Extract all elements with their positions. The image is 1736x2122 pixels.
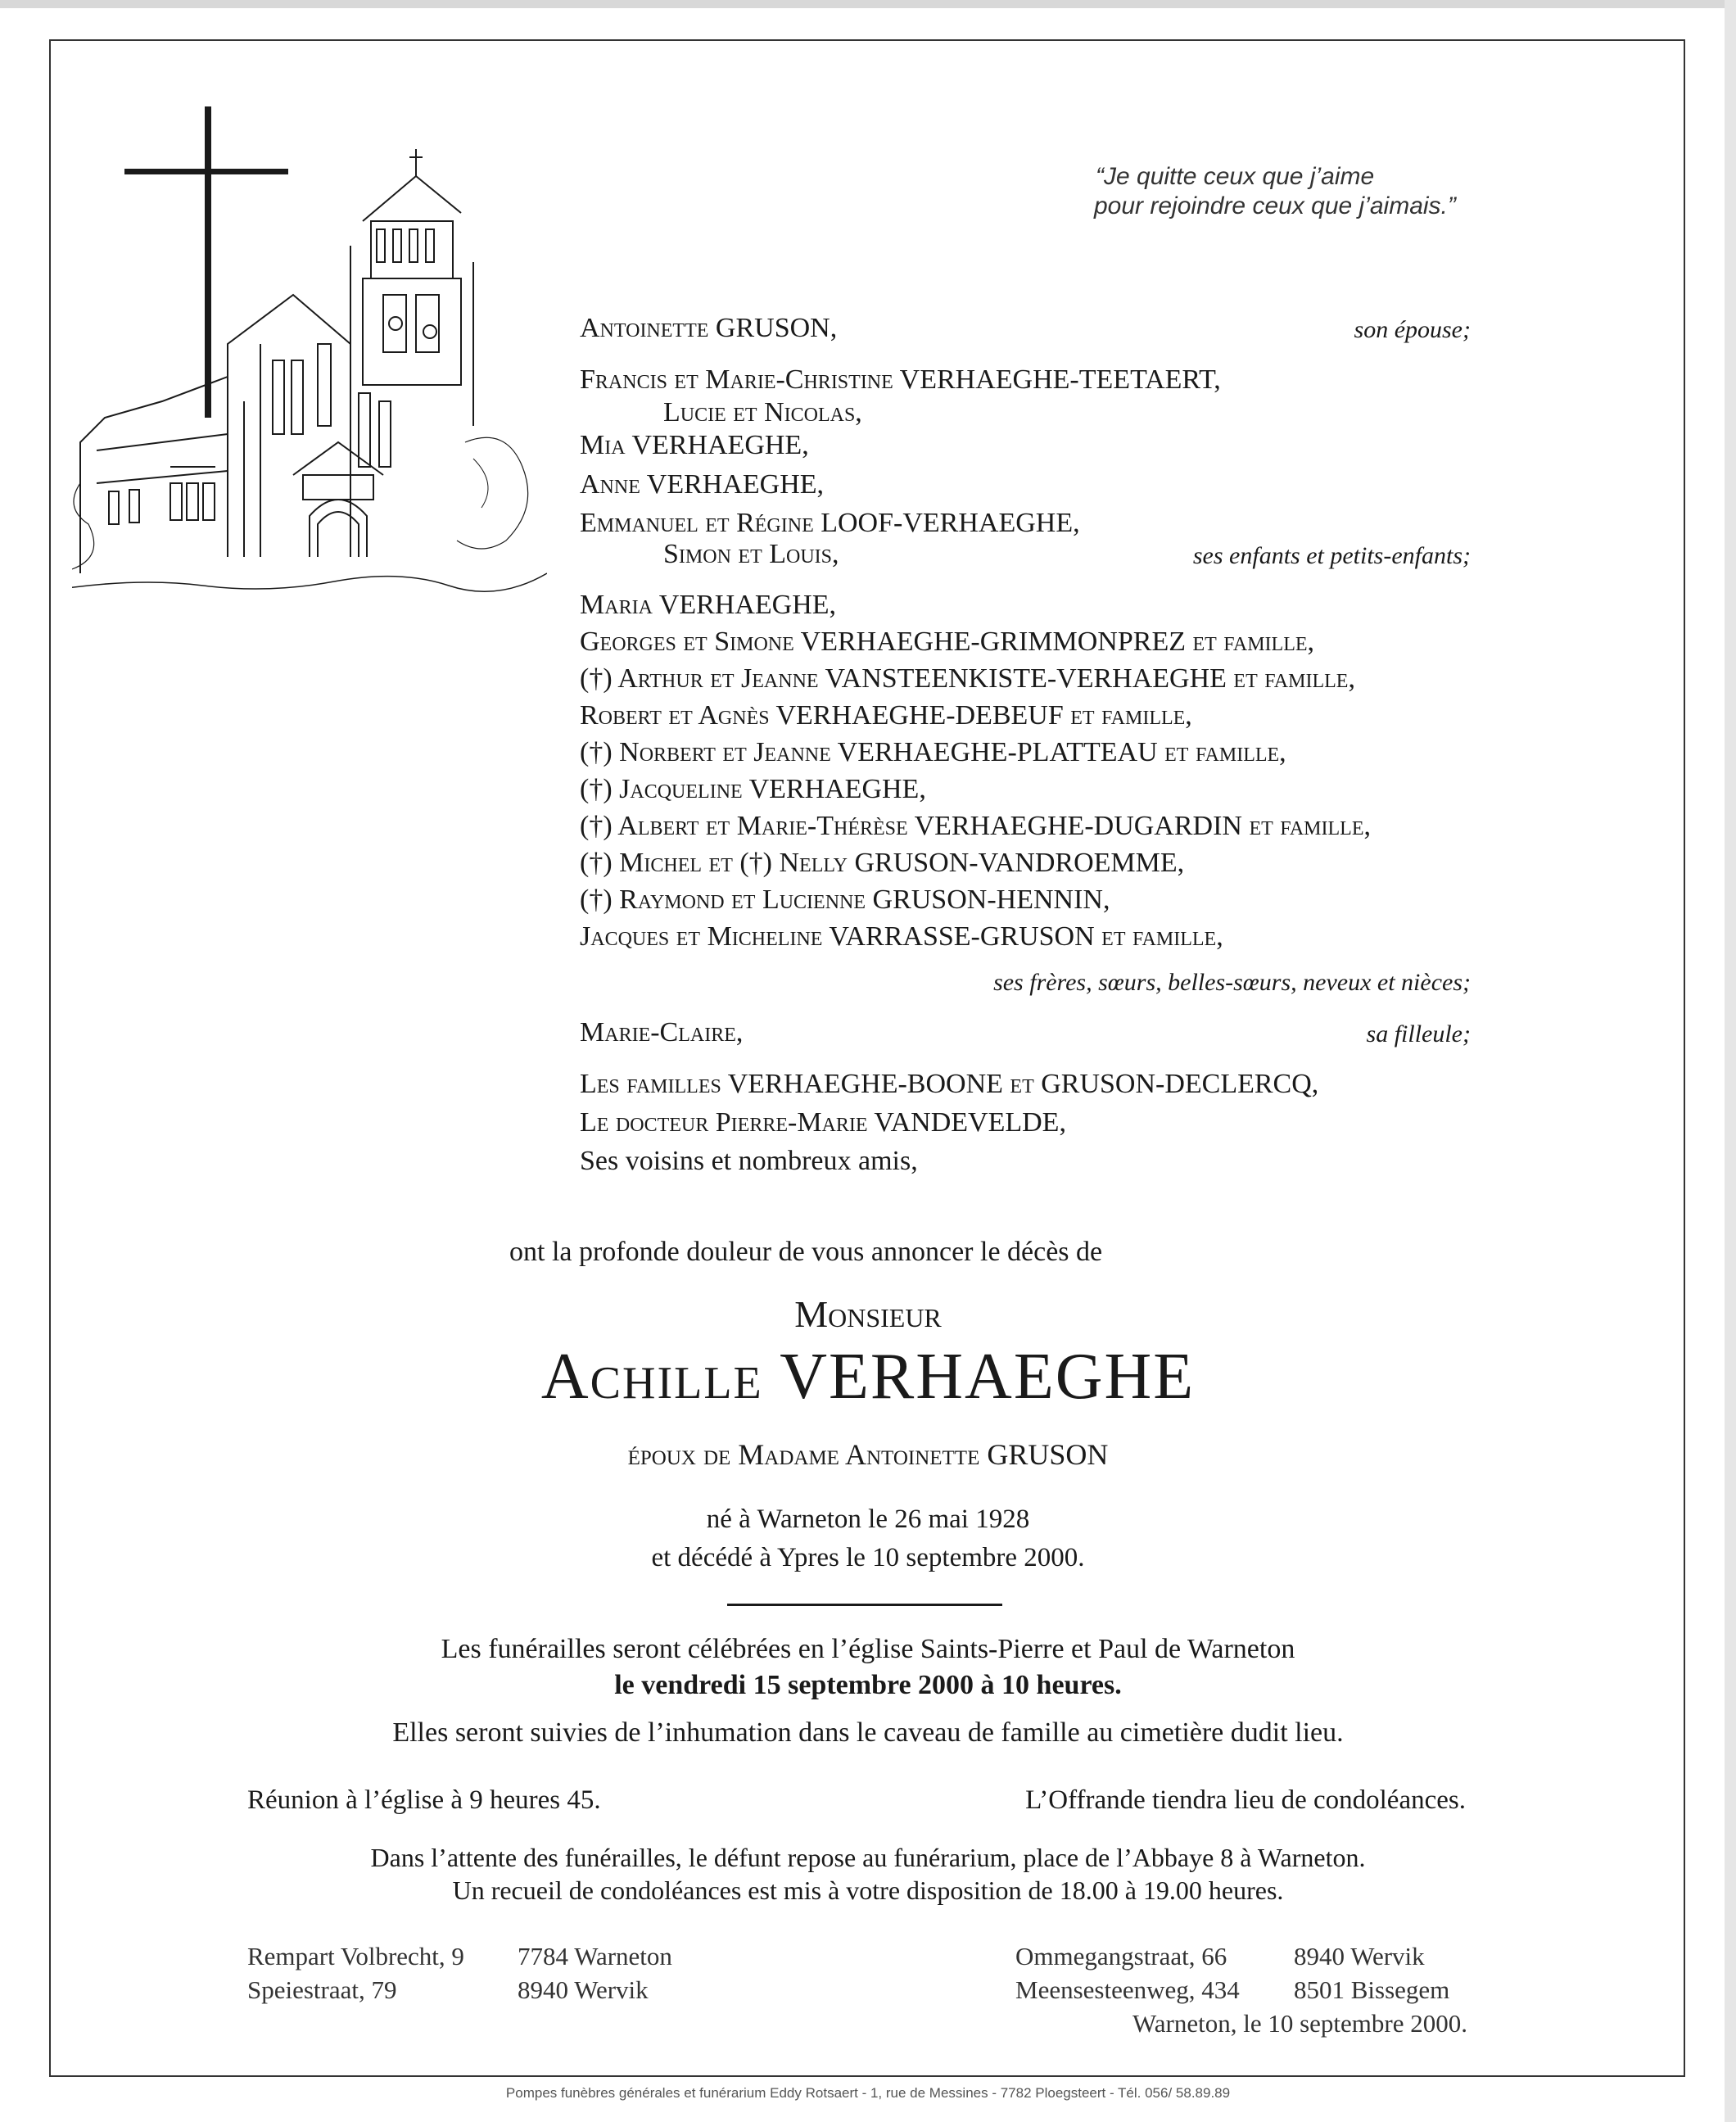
family-line: (†) Norbert et Jeanne VERHAEGHE-PLATTEAU et famille,	[580, 737, 1286, 767]
family-line: Georges et Simone VERHAEGHE-GRIMMONPREZ et famille,	[580, 627, 1315, 657]
family-line: (†) Jacqueline VERHAEGHE,	[580, 774, 926, 804]
funeral-church-line: Les funérailles seront célébrées en l’église Saints-Pierre et Paul de Warneton	[441, 1634, 1295, 1664]
meeting-line: Réunion à l’église à 9 heures 45.	[247, 1785, 601, 1815]
church-illustration	[72, 98, 547, 688]
family-line: Simon et Louis,	[663, 539, 839, 569]
family-role: ses frères, sœurs, belles-sœurs, neveux et nièces;	[993, 969, 1471, 996]
address-street: Ommegangstraat, 66	[1015, 1942, 1227, 1970]
family-line: Lucie et Nicolas,	[663, 397, 862, 428]
offering-line: L’Offrande tiendra lieu de condoléances.	[1025, 1785, 1466, 1815]
divider	[727, 1604, 1002, 1606]
family-line: Anne VERHAEGHE,	[580, 469, 825, 500]
condolence-register-line: Un recueil de condoléances est mis à votre disposition de 18.00 à 19.00 heures.	[452, 1875, 1284, 1905]
family-line: Mia VERHAEGHE,	[580, 430, 809, 460]
funeral-home-footer: Pompes funèbres générales et funérarium Eddy Rotsaert - 1, rue de Messines - 7782 Ploegsteert - Tél. 056/ 58.89.89	[505, 2085, 1231, 2101]
spouse-line: époux de Madame Antoinette GRUSON	[627, 1438, 1109, 1471]
dateline: Warneton, le 10 septembre 2000.	[1132, 2009, 1467, 2038]
funerarium-line: Dans l’attente des funérailles, le défunt repose au funérarium, place de l’Abbaye 8 à Warneton.	[370, 1843, 1366, 1872]
announcement-intro: ont la profonde douleur de vous annoncer le décès de	[509, 1237, 1103, 1267]
page-edge	[1725, 0, 1736, 2122]
family-role: son épouse;	[1354, 316, 1471, 343]
announcement-title: Monsieur	[794, 1293, 942, 1335]
quote-line-2: pour rejoindre ceux que j’aimais.”	[1094, 192, 1456, 219]
funeral-date-line: le vendredi 15 septembre 2000 à 10 heures.	[614, 1670, 1122, 1700]
family-line: (†) Michel et (†) Nelly GRUSON-VANDROEMME,	[580, 848, 1185, 878]
family-line: (†) Albert et Marie-Thérèse VERHAEGHE-DUGARDIN et famille,	[580, 811, 1371, 841]
family-role: ses enfants et petits-enfants;	[1192, 542, 1471, 569]
address-city: 7784 Warneton	[518, 1942, 672, 1970]
deceased-name: Achille VERHAEGHE	[540, 1341, 1196, 1413]
address-city: 8940 Wervik	[1294, 1942, 1425, 1970]
family-line: Emmanuel et Régine LOOF-VERHAEGHE,	[580, 508, 1080, 538]
burial-line: Elles seront suivies de l’inhumation dans le caveau de famille au cimetière dudit lieu.	[392, 1717, 1344, 1748]
address-city: 8940 Wervik	[518, 1975, 649, 2004]
address-city: 8501 Bissegem	[1294, 1975, 1450, 2004]
family-line: Robert et Agnès VERHAEGHE-DEBEUF et famille,	[580, 700, 1192, 731]
family-line: Ses voisins et nombreux amis,	[580, 1146, 918, 1176]
family-line: Jacques et Micheline VARRASSE-GRUSON et famille,	[580, 921, 1223, 952]
address-street: Speiestraat, 79	[247, 1975, 397, 2004]
address-street: Rempart Volbrecht, 9	[247, 1942, 464, 1970]
family-line: Marie-Claire,	[580, 1017, 744, 1047]
family-line: Francis et Marie-Christine VERHAEGHE-TEETAERT,	[580, 364, 1221, 395]
family-line: Antoinette GRUSON,	[580, 313, 838, 343]
quote-line-1: “Je quitte ceux que j’aime	[1096, 163, 1375, 190]
page-edge	[0, 0, 1736, 8]
family-role: sa filleule;	[1366, 1020, 1471, 1047]
death-line: et décédé à Ypres le 10 septembre 2000.	[651, 1543, 1085, 1572]
birth-line: né à Warneton le 26 mai 1928	[706, 1504, 1030, 1534]
address-street: Meensesteenweg, 434	[1015, 1975, 1240, 2004]
family-line: (†) Raymond et Lucienne GRUSON-HENNIN,	[580, 885, 1110, 915]
family-line: Les familles VERHAEGHE-BOONE et GRUSON-DECLERCQ,	[580, 1069, 1319, 1099]
family-line: Le docteur Pierre-Marie VANDEVELDE,	[580, 1107, 1066, 1138]
family-line: (†) Arthur et Jeanne VANSTEENKISTE-VERHAEGHE et famille,	[580, 663, 1355, 694]
family-line: Maria VERHAEGHE,	[580, 590, 837, 620]
